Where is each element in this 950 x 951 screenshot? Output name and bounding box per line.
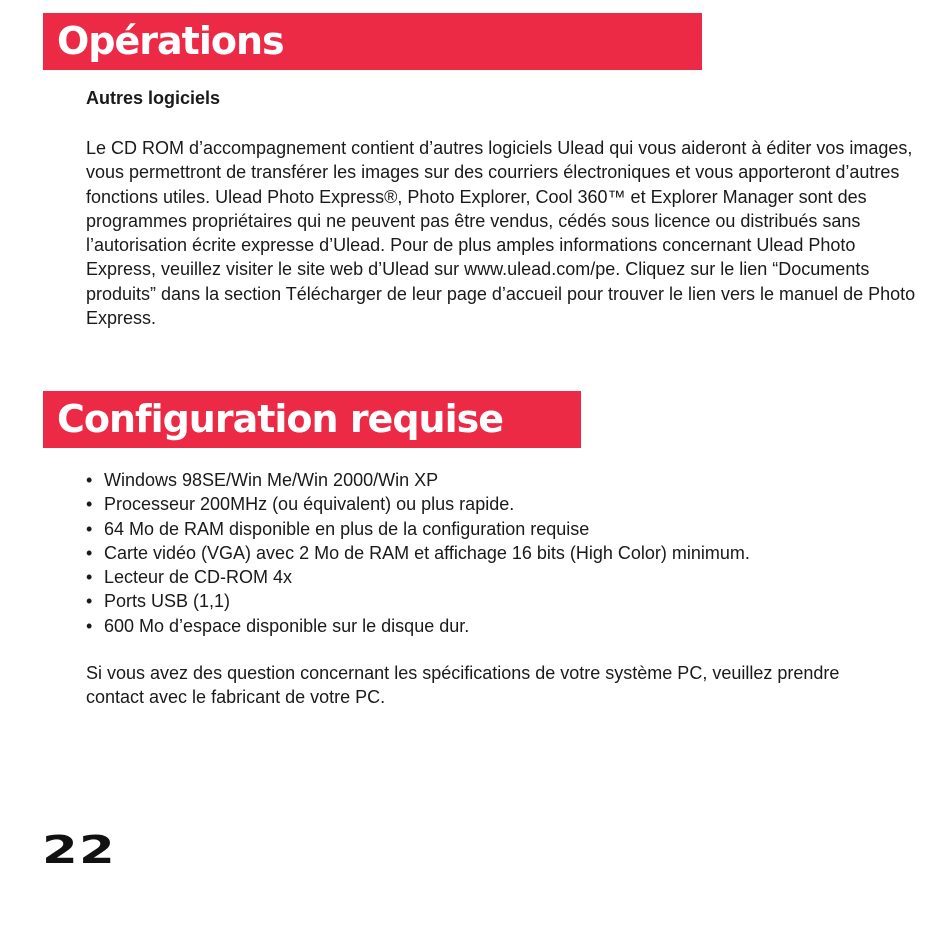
requirement-item [86, 614, 750, 638]
operations-banner [43, 13, 702, 70]
requirement-text: Lecteur de CD-ROM 4x [104, 567, 293, 588]
requirement-item [86, 492, 750, 516]
requirement-item [86, 468, 750, 492]
bullet: • [86, 542, 93, 563]
bullet: • [86, 615, 93, 636]
operations-title: Opérations [57, 19, 284, 63]
requirement-item [86, 517, 750, 541]
bullet: • [86, 567, 93, 588]
requirement-item [86, 565, 750, 589]
requirement-item [86, 589, 750, 613]
requirement-text: Windows 98SE/Win Me/Win 2000/Win XP [104, 470, 439, 490]
bullet: • [86, 591, 93, 612]
requirement-text: 600 Mo d’espace disponible sur le disque dur. [104, 615, 470, 636]
requirement-text: Ports USB (1,1) [104, 591, 231, 612]
requirements-list [86, 468, 750, 638]
bullet: • [86, 494, 93, 515]
page-number: 22 [42, 828, 117, 872]
configuration-title: Configuration requise [57, 397, 504, 441]
requirement-item [86, 541, 750, 565]
configuration-closing-paragraph: Si vous avez des question concernant les spécifications de votre système PC, veuillez prendre contact avec le fabricant de votre PC. [86, 663, 840, 708]
autres-logiciels-heading: Autres logiciels [86, 88, 221, 108]
requirement-text: 64 Mo de RAM disponible en plus de la configuration requise [104, 518, 590, 539]
configuration-banner [43, 391, 581, 448]
bullet: • [86, 470, 93, 490]
bullet: • [86, 518, 93, 539]
requirement-text: Carte vidéo (VGA) avec 2 Mo de RAM et affichage 16 bits (High Color) minimum. [104, 542, 750, 563]
requirement-text: Processeur 200MHz (ou équivalent) ou plus rapide. [104, 494, 515, 515]
operations-paragraph: Le CD ROM d’accompagnement contient d’autres logiciels Ulead qui vous aideront à éditer vos images, vous permettront de transférer les images sur des courriers électroniques et vous apporteront d’autres fonctions utiles. Ulead Photo Express®, Photo Explorer, Cool 360™ et Explorer Manager sont des programmes propriétaires qui ne peuvent pas être vendus, cédés sous licence ou distribués sans l’autorisation écrite expresse d’Ulead. Pour de plus amples informations concernant Ulead Photo Express, veuillez visiter le site web d’Ulead sur www.ulead.com/pe. Cliquez sur le lien “Documents produits” dans la section Télécharger de leur page d’accueil pour trouver le lien vers le manuel de Photo Express. [86, 138, 916, 329]
